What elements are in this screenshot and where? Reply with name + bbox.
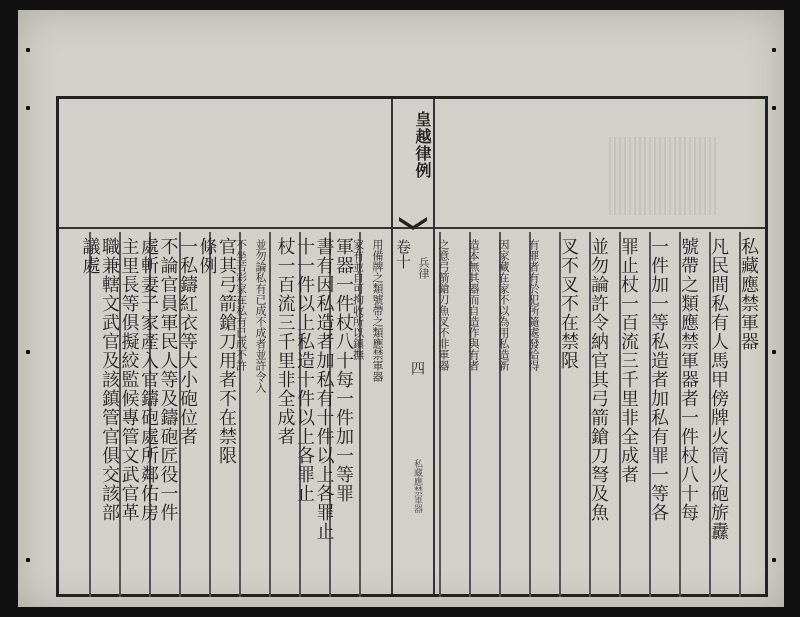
binding-hole xyxy=(772,558,776,562)
left_columns-text-column: 議處 xyxy=(79,237,101,275)
right_columns-text-column: 並勿論許令納官其弓箭鎗刀弩及魚 xyxy=(588,237,609,522)
right_columns-text-column: 因家藏在家不以為用私造新 xyxy=(497,239,510,371)
fish-tail-mark xyxy=(399,217,427,235)
left_columns-text-column: 並勿論私有已成不成者並許令入 xyxy=(254,239,267,393)
left_columns-text-column: 一私鑄紅衣等大小砲位者 xyxy=(177,237,198,446)
binding-hole xyxy=(26,558,30,562)
left_columns-text-column: 杖一百流三千里非全成者 xyxy=(274,237,296,446)
binding-hole xyxy=(772,106,776,110)
left_columns-text-column: 主里長等俱擬絞監候專管文武官革 xyxy=(118,237,140,522)
right_columns-text-column: 一件加一等私造者加私有罪一等各 xyxy=(648,237,669,522)
right_columns-text-column: 罪止杖一百流三千里非全成者 xyxy=(618,237,639,484)
book-title: 皇越律例 xyxy=(413,111,432,179)
page-number: 四 xyxy=(409,361,425,375)
right_columns-text-column: 有罪者有於犯所隨處發給得 xyxy=(527,239,540,371)
left_columns-text-column: 軍器一件杖八十每一件加一等罪 xyxy=(333,237,354,503)
print-frame xyxy=(56,96,768,597)
right_columns-text-column: 號帶之類應禁軍器者一件杖八十每 xyxy=(678,237,699,522)
left_columns-text-column: 不論官員軍民人等及鑄砲匠役一件 xyxy=(157,237,179,522)
binding-hole xyxy=(26,106,30,110)
binding-hole xyxy=(772,48,776,52)
volume-label: 卷十 xyxy=(394,239,412,269)
right_columns-text-column: 之意弓箭鎗刀魚叉不非軍器 xyxy=(437,239,450,371)
left_columns-text-column: 十一件以上私造十件以上各罪止 xyxy=(294,237,315,503)
column-rule xyxy=(89,232,91,597)
left_columns-text-column: 官其弓箭鎗刀用者不在禁限 xyxy=(216,237,237,465)
right_columns-text-column: 私藏應禁軍器 xyxy=(738,237,759,351)
left_columns-text-column: 家有並自可拘收所以鎮撫 xyxy=(351,239,365,360)
binding-hole xyxy=(26,350,30,354)
right_columns-text-column: 叉不叉不在禁限 xyxy=(558,237,579,370)
ink-smudge xyxy=(609,137,719,215)
binding-hole xyxy=(26,48,30,52)
right_columns-text-column: 凡民間私有人馬甲傍牌火筒火砲旂纛 xyxy=(708,237,729,541)
left_columns-text-column: 不坐若彩家在私有已成不許 xyxy=(234,239,248,371)
spine-footer: 私藏應禁軍器 xyxy=(412,459,422,513)
left_columns-text-column: 條例 xyxy=(196,237,218,275)
right_columns-text-column: 造本無其器而自造作與有者 xyxy=(467,239,480,371)
left_columns-text-column: 書有因私造者加私有十件以上各罪止 xyxy=(313,237,335,541)
left_columns-text-column: 職兼轄文武官及該鎮管官俱交該部 xyxy=(99,237,120,522)
binding-hole xyxy=(772,350,776,354)
left_columns-text-column: 處斬妻子家產入官鑄砲處所鄰佑房 xyxy=(138,237,159,522)
section-label: 兵律 xyxy=(417,257,430,279)
book-page xyxy=(18,10,784,607)
left_columns-text-column: 用備牌之類號帶之類應禁軍器 xyxy=(371,239,384,382)
column-rule xyxy=(209,232,211,597)
